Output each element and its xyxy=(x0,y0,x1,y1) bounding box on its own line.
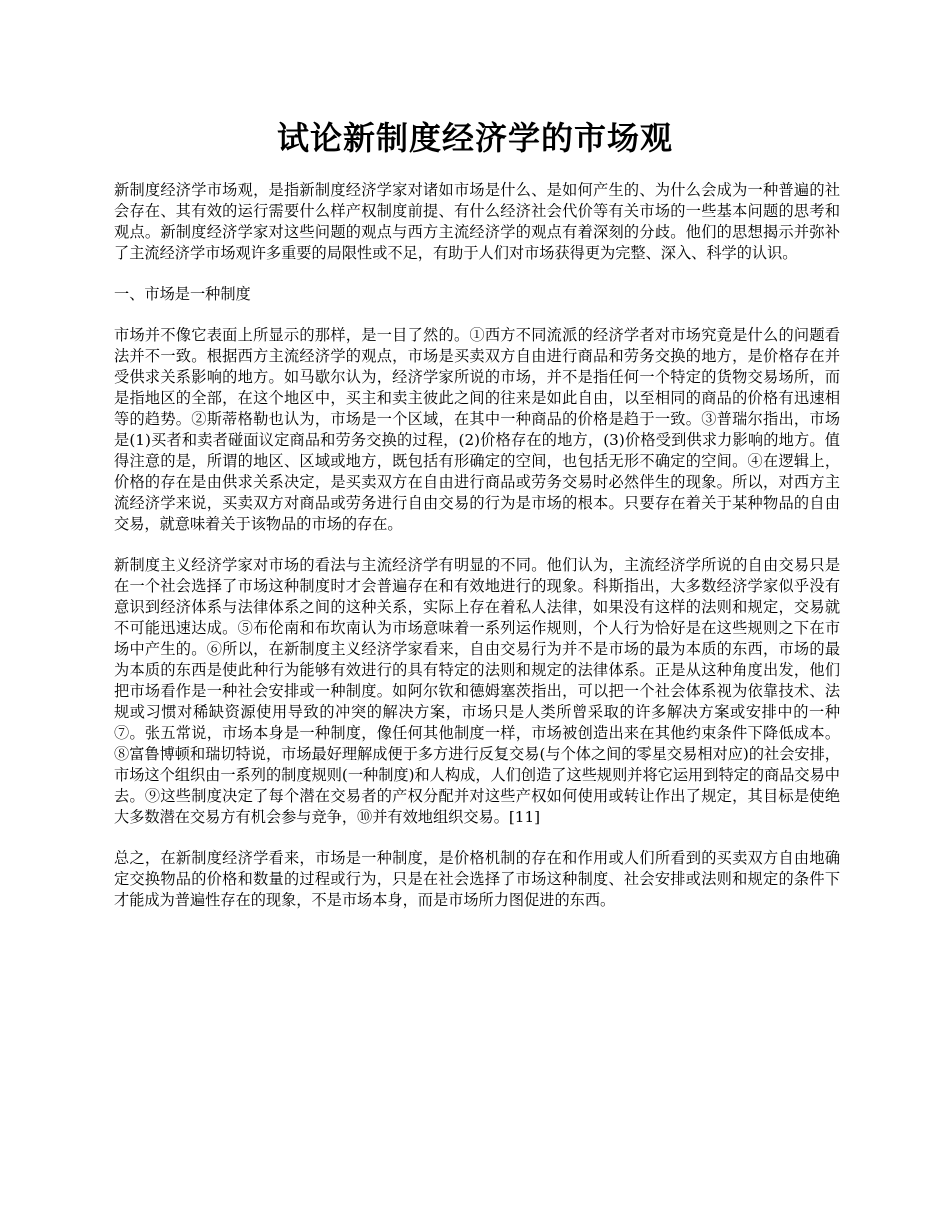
conclusion-paragraph: 总之，在新制度经济学看来，市场是一种制度，是价格机制的存在和作用或人们所看到的买卖双方自由地确定交换物品的价格和数量的过程或行为，只是在社会选择了市场这种制度、社会安排或法则和规定的条件下才能成为普遍性存在的现象，不是市场本身，而是市场所力图促进的东西。 xyxy=(114,849,840,909)
body-paragraph: 市场并不像它表面上所显示的那样，是一目了然的。①西方不同流派的经济学者对市场究竟是什么的问题看法并不一致。根据西方主流经济学的观点，市场是买卖双方自由进行商品和劳务交换的地方，是价格存在并受供求关系影响的地方。如马歇尔认为，经济学家所说的市场，并不是指任何一个特定的货物交易场所，而是指地区的全部，在这个地区中，买主和卖主彼此之间的往来是如此自由，以至相同的商品的价格有迅速相等的趋势。②斯蒂格勒也认为，市场是一个区域，在其中一种商品的价格是趋于一致。③普瑞尔指出，市场是(1)买者和卖者碰面议定商品和劳务交换的过程，(2)价格存在的地方，(3)价格受到供求力影响的地方。值得注意的是，所谓的地区、区域或地方，既包括有形确定的空间，也包括无形不确定的空间。④在逻辑上，价格的存在是由供求关系决定，是买卖双方在自由进行商品或劳务交易时必然伴生的现象。所以，对西方主流经济学来说，买卖双方对商品或劳务进行自由交易的行为是市场的根本。只要存在着关于某种物品的自由交易，就意味着关于该物品的市场的存在。 xyxy=(114,326,840,533)
document-body xyxy=(114,180,840,931)
document-title: 试论新制度经济学的市场观 xyxy=(276,119,673,157)
intro-paragraph: 新制度经济学市场观，是指新制度经济学家对诸如市场是什么、是如何产生的、为什么会成为一种普遍的社会存在、其有效的运行需要什么样产权制度前提、有什么经济社会代价等有关市场的一些基本问题的思考和观点。新制度经济学家对这些问题的观点与西方主流经济学的观点有着深刻的分歧。他们的思想揭示并弥补了主流经济学市场观许多重要的局限性或不足，有助于人们对市场获得更为完整、深入、科学的认识。 xyxy=(114,181,840,262)
body-paragraph: 新制度主义经济学家对市场的看法与主流经济学有明显的不同。他们认为，主流经济学所说的自由交易只是在一个社会选择了市场这种制度时才会普遍存在和有效地进行的现象。科斯指出，大多数经济学家似乎没有意识到经济体系与法律体系之间的这种关系，实际上存在着私人法律，如果没有这样的法则和规定，交易就不可能迅速达成。⑤布伦南和布坎南认为市场意味着一系列运作规则，个人行为恰好是在这些规则之下在市场中产生的。⑥所以，在新制度主义经济学家看来，自由交易行为并不是市场的最为本质的东西，市场的最为本质的东西是使此种行为能够有效进行的具有特定的法则和规定的法律体系。正是从这种角度出发，他们把市场看作是一种社会安排或一种制度。如阿尔钦和德姆塞茨指出，可以把一个社会体系视为依靠技术、法规或习惯对稀缺资源使用导致的冲突的解决方案，市场只是人类所曾采取的许多解决方案或安排中的一种⑦。张五常说，市场本身是一种制度，像任何其他制度一样，市场被创造出来在其他约束条件下降低成本。⑧富鲁博顿和瑞切特说，市场最好理解成便于多方进行反复交易(与个体之间的零星交易相对应)的社会安排，市场这个组织由一系列的制度规则(一种制度)和人构成，人们创造了这些规则并将它运用到特定的商品交易中去。⑨这些制度决定了每个潜在交易者的产权分配并对这些产权如何使用或转让作出了规定，其目标是使绝大多数潜在交易方有机会参与竞争，⑩并有效地组织交易。[11] xyxy=(114,556,840,826)
section-heading: 一、市场是一种制度 xyxy=(114,285,251,303)
